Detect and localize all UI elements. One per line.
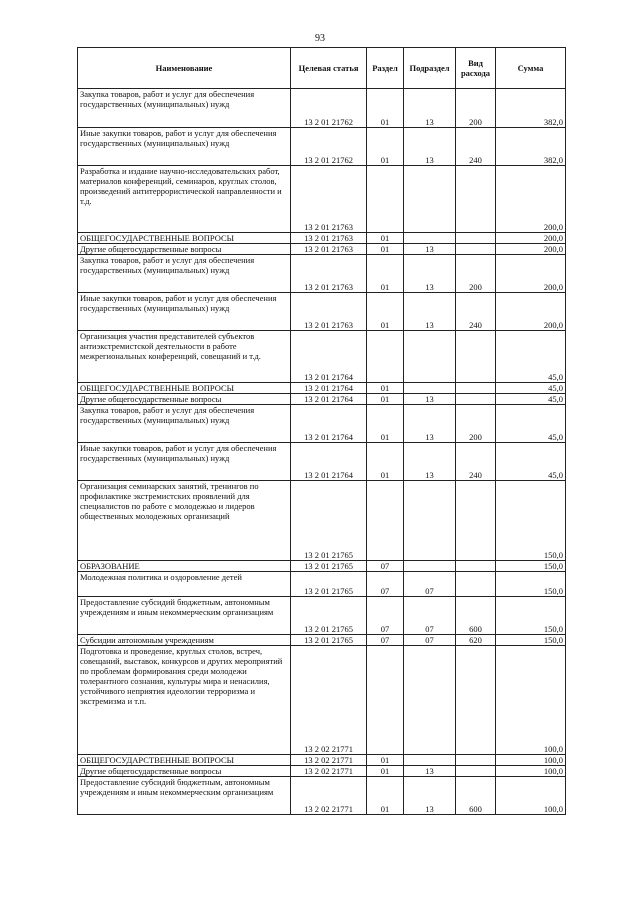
table-row (78, 635, 566, 646)
row-article-cell: 13 2 02 21771 (291, 755, 367, 766)
row-expense-type-cell (456, 646, 496, 755)
table-row (78, 405, 566, 443)
row-article-cell: 13 2 01 21763 (291, 166, 367, 233)
row-name-cell: Другие общегосударственные вопросы (78, 394, 291, 405)
row-name-cell: Молодежная политика и оздоровление детей (78, 572, 291, 597)
row-subsection-cell (404, 383, 456, 394)
table-row (78, 255, 566, 293)
row-name-cell: Другие общегосударственные вопросы (78, 766, 291, 777)
row-expense-type-cell (456, 383, 496, 394)
row-article-cell: 13 2 01 21763 (291, 244, 367, 255)
row-article-cell: 13 2 01 21765 (291, 481, 367, 561)
row-article-cell: 13 2 01 21764 (291, 443, 367, 481)
row-name-cell: Организация семинарских занятий, тренингов по профилактике экстремистских проявлений для специалистов по работе с молодежью и лидеров общественных молодежных организаций (78, 481, 291, 561)
row-subsection-cell: 13 (404, 255, 456, 293)
row-section-cell: 01 (367, 89, 404, 128)
row-sum-cell: 100,0 (496, 646, 566, 755)
table-row (78, 597, 566, 635)
row-name-cell: Организация участия представителей субъектов антиэкстремистской деятельности в работе межрегиональных конференций, совещаний и т.д. (78, 331, 291, 383)
row-article-cell: 13 2 01 21763 (291, 255, 367, 293)
row-expense-type-cell (456, 755, 496, 766)
row-sum-cell: 200,0 (496, 244, 566, 255)
table-row (78, 561, 566, 572)
row-article-cell: 13 2 01 21765 (291, 572, 367, 597)
row-sum-cell: 200,0 (496, 233, 566, 244)
table-row (78, 755, 566, 766)
row-expense-type-cell: 240 (456, 128, 496, 166)
row-section-cell: 01 (367, 394, 404, 405)
row-name-cell: Закупка товаров, работ и услуг для обеспечения государственных (муниципальных) нужд (78, 255, 291, 293)
row-expense-type-cell: 600 (456, 597, 496, 635)
row-article-cell: 13 2 01 21763 (291, 293, 367, 331)
row-section-cell: 07 (367, 572, 404, 597)
row-name-cell: Иные закупки товаров, работ и услуг для обеспечения государственных (муниципальных) нужд (78, 128, 291, 166)
row-name-cell: ОБЩЕГОСУДАРСТВЕННЫЕ ВОПРОСЫ (78, 233, 291, 244)
row-subsection-cell: 13 (404, 128, 456, 166)
row-name-cell: Разработка и издание научно-исследовательских работ, материалов конференций, семинаров, круглых столов, произведений антитеррористической направленности и т.д. (78, 166, 291, 233)
row-expense-type-cell (456, 561, 496, 572)
row-subsection-cell (404, 331, 456, 383)
table-row (78, 233, 566, 244)
row-subsection-cell: 13 (404, 766, 456, 777)
row-section-cell: 01 (367, 233, 404, 244)
row-sum-cell: 382,0 (496, 89, 566, 128)
row-name-cell: Другие общегосударственные вопросы (78, 244, 291, 255)
row-sum-cell: 100,0 (496, 777, 566, 815)
row-expense-type-cell (456, 244, 496, 255)
row-article-cell: 13 2 01 21764 (291, 394, 367, 405)
row-sum-cell: 100,0 (496, 766, 566, 777)
row-subsection-cell (404, 755, 456, 766)
row-expense-type-cell (456, 766, 496, 777)
row-expense-type-cell (456, 394, 496, 405)
row-section-cell: 01 (367, 255, 404, 293)
table-row (78, 331, 566, 383)
row-subsection-cell: 13 (404, 394, 456, 405)
row-expense-type-cell: 200 (456, 89, 496, 128)
row-subsection-cell: 13 (404, 244, 456, 255)
row-section-cell: 01 (367, 383, 404, 394)
row-sum-cell: 150,0 (496, 572, 566, 597)
row-article-cell: 13 2 01 21764 (291, 405, 367, 443)
row-name-cell: Закупка товаров, работ и услуг для обеспечения государственных (муниципальных) нужд (78, 89, 291, 128)
row-section-cell: 01 (367, 128, 404, 166)
row-subsection-cell: 13 (404, 89, 456, 128)
row-name-cell: Иные закупки товаров, работ и услуг для обеспечения государственных (муниципальных) нужд (78, 293, 291, 331)
row-expense-type-cell: 200 (456, 405, 496, 443)
row-article-cell: 13 2 02 21771 (291, 646, 367, 755)
row-sum-cell: 382,0 (496, 128, 566, 166)
row-section-cell: 07 (367, 597, 404, 635)
row-article-cell: 13 2 01 21765 (291, 561, 367, 572)
row-section-cell (367, 166, 404, 233)
table-row (78, 777, 566, 815)
header-expense-type: Вид расхода (456, 48, 496, 89)
row-sum-cell: 150,0 (496, 561, 566, 572)
row-article-cell: 13 2 02 21771 (291, 766, 367, 777)
row-article-cell: 13 2 01 21762 (291, 89, 367, 128)
row-sum-cell: 200,0 (496, 293, 566, 331)
row-section-cell: 01 (367, 405, 404, 443)
row-sum-cell: 200,0 (496, 255, 566, 293)
row-expense-type-cell: 620 (456, 635, 496, 646)
table-header-row (78, 48, 566, 89)
table-row (78, 89, 566, 128)
row-expense-type-cell: 600 (456, 777, 496, 815)
table-row (78, 128, 566, 166)
table-row (78, 383, 566, 394)
row-article-cell: 13 2 01 21763 (291, 233, 367, 244)
row-section-cell (367, 646, 404, 755)
row-name-cell: Подготовка и проведение, круглых столов, встреч, совещаний, выставок, конкурсов и других мероприятий по проблемам формирования среди молодежи толерантного сознания, культуры мира и ненасилия, устойчивого неприятия идеологии терроризма и экстремизма и т.п. (78, 646, 291, 755)
table-row (78, 481, 566, 561)
row-sum-cell: 150,0 (496, 597, 566, 635)
row-subsection-cell: 07 (404, 597, 456, 635)
header-name: Наименование (78, 48, 291, 89)
header-section: Раздел (367, 48, 404, 89)
row-expense-type-cell: 240 (456, 293, 496, 331)
row-expense-type-cell (456, 166, 496, 233)
row-section-cell: 07 (367, 561, 404, 572)
row-article-cell: 13 2 01 21765 (291, 635, 367, 646)
row-subsection-cell: 07 (404, 635, 456, 646)
row-expense-type-cell: 240 (456, 443, 496, 481)
table-row (78, 394, 566, 405)
row-name-cell: Иные закупки товаров, работ и услуг для обеспечения государственных (муниципальных) нужд (78, 443, 291, 481)
row-name-cell: Субсидии автономным учреждениям (78, 635, 291, 646)
row-name-cell: ОБЩЕГОСУДАРСТВЕННЫЕ ВОПРОСЫ (78, 383, 291, 394)
row-name-cell: ОБЩЕГОСУДАРСТВЕННЫЕ ВОПРОСЫ (78, 755, 291, 766)
row-sum-cell: 100,0 (496, 755, 566, 766)
row-article-cell: 13 2 01 21764 (291, 383, 367, 394)
row-sum-cell: 45,0 (496, 383, 566, 394)
row-article-cell: 13 2 02 21771 (291, 777, 367, 815)
row-subsection-cell: 13 (404, 405, 456, 443)
row-expense-type-cell (456, 233, 496, 244)
row-section-cell: 01 (367, 293, 404, 331)
row-expense-type-cell: 200 (456, 255, 496, 293)
row-subsection-cell: 07 (404, 572, 456, 597)
table-row (78, 572, 566, 597)
header-subsection: Подраздел (404, 48, 456, 89)
row-subsection-cell (404, 481, 456, 561)
row-name-cell: Предоставление субсидий бюджетным, автономным учреждениям и иным некоммерческим организациям (78, 777, 291, 815)
row-article-cell: 13 2 01 21765 (291, 597, 367, 635)
row-name-cell: Предоставление субсидий бюджетным, автономным учреждениям и иным некоммерческим организациям (78, 597, 291, 635)
row-sum-cell: 200,0 (496, 166, 566, 233)
row-section-cell (367, 331, 404, 383)
table-row (78, 244, 566, 255)
row-section-cell (367, 481, 404, 561)
page-number: 93 (315, 33, 325, 44)
table-row (78, 646, 566, 755)
row-section-cell: 01 (367, 766, 404, 777)
row-sum-cell: 45,0 (496, 405, 566, 443)
row-subsection-cell (404, 166, 456, 233)
row-expense-type-cell (456, 481, 496, 561)
row-section-cell: 07 (367, 635, 404, 646)
row-subsection-cell: 13 (404, 443, 456, 481)
budget-table (77, 47, 566, 815)
table-row (78, 166, 566, 233)
row-section-cell: 01 (367, 244, 404, 255)
row-section-cell: 01 (367, 777, 404, 815)
row-name-cell: ОБРАЗОВАНИЕ (78, 561, 291, 572)
header-article: Целевая статья (291, 48, 367, 89)
header-sum: Сумма (496, 48, 566, 89)
row-subsection-cell (404, 233, 456, 244)
row-sum-cell: 45,0 (496, 331, 566, 383)
row-sum-cell: 150,0 (496, 481, 566, 561)
table-row (78, 293, 566, 331)
row-sum-cell: 150,0 (496, 635, 566, 646)
row-article-cell: 13 2 01 21762 (291, 128, 367, 166)
row-subsection-cell (404, 646, 456, 755)
row-expense-type-cell (456, 572, 496, 597)
row-subsection-cell (404, 561, 456, 572)
row-section-cell: 01 (367, 443, 404, 481)
row-expense-type-cell (456, 331, 496, 383)
row-sum-cell: 45,0 (496, 443, 566, 481)
row-name-cell: Закупка товаров, работ и услуг для обеспечения государственных (муниципальных) нужд (78, 405, 291, 443)
row-section-cell: 01 (367, 755, 404, 766)
row-subsection-cell: 13 (404, 293, 456, 331)
row-sum-cell: 45,0 (496, 394, 566, 405)
row-article-cell: 13 2 01 21764 (291, 331, 367, 383)
row-subsection-cell: 13 (404, 777, 456, 815)
table-row (78, 766, 566, 777)
table-row (78, 443, 566, 481)
